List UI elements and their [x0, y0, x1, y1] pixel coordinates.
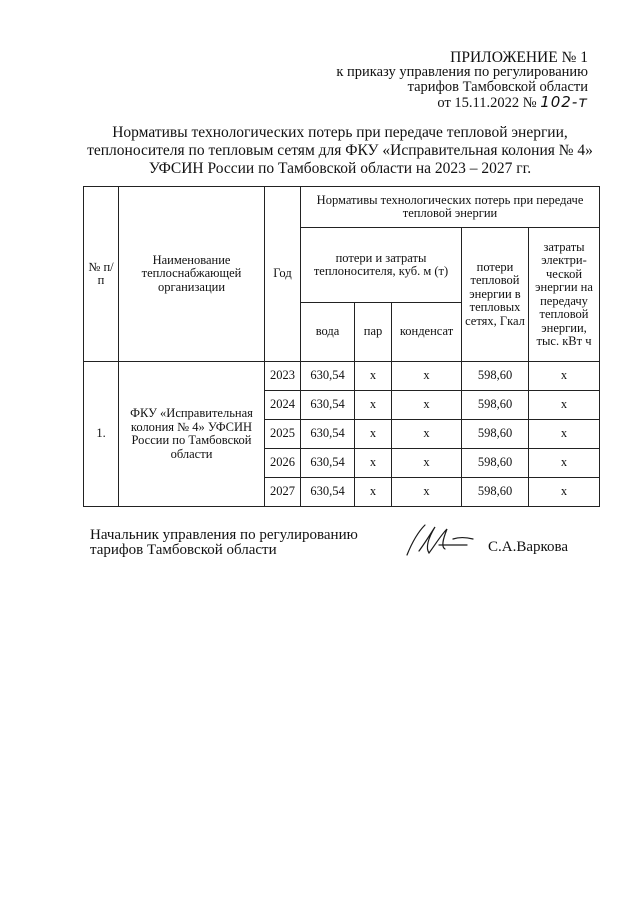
order-date: от 15.11.2022 № — [437, 95, 537, 111]
header-carrier-losses: потери и затраты теплоносителя, куб. м (т) — [301, 228, 462, 303]
cell-electric: х — [529, 478, 600, 507]
document-heading — [80, 124, 600, 178]
cell-condensate: х — [392, 420, 462, 449]
header-steam: пар — [355, 303, 392, 362]
heading-line-2: теплоносителя по тепловым сетям для ФКУ «Исправительная колония № 4» — [87, 142, 593, 159]
heading-line-3: УФСИН России по Тамбовской области на 2023 – 2027 гг. — [148, 160, 532, 177]
signatory-line-2: тарифов Тамбовской области — [90, 542, 277, 558]
signatory-line-1: Начальник управления по регулированию — [90, 527, 358, 543]
cell-steam: х — [355, 420, 392, 449]
cell-water: 630,54 — [301, 478, 355, 507]
header-heat-losses: потери тепловой энергии в тепловых сетях, Гкал — [462, 228, 529, 362]
table-row — [84, 362, 600, 391]
appendix-header — [336, 50, 588, 111]
appendix-line-3: тарифов Тамбовской области — [407, 79, 588, 95]
order-number-handwritten: 102-т — [540, 93, 588, 111]
cell-year: 2025 — [265, 420, 301, 449]
header-electric-costs: затраты электри-ческой энергии на передачу тепловой энергии, тыс. кВт ч — [529, 228, 600, 362]
cell-steam: х — [355, 449, 392, 478]
cell-water: 630,54 — [301, 391, 355, 420]
handwritten-signature — [395, 515, 485, 565]
header-organization: Наименование теплоснабжающей организации — [119, 187, 265, 362]
header-norms-group: Нормативы технологических потерь при передаче тепловой энергии — [301, 187, 600, 228]
cell-steam: х — [355, 391, 392, 420]
header-year: Год — [265, 187, 301, 362]
header-num: № п/п — [84, 187, 119, 362]
cell-water: 630,54 — [301, 449, 355, 478]
appendix-title: ПРИЛОЖЕНИЕ № 1 — [450, 49, 588, 66]
cell-heat: 598,60 — [462, 391, 529, 420]
cell-heat: 598,60 — [462, 362, 529, 391]
cell-electric: х — [529, 362, 600, 391]
cell-condensate: х — [392, 478, 462, 507]
cell-condensate: х — [392, 391, 462, 420]
cell-water: 630,54 — [301, 420, 355, 449]
header-water: вода — [301, 303, 355, 362]
appendix-line-2: к приказу управления по регулированию — [336, 64, 588, 80]
cell-year: 2023 — [265, 362, 301, 391]
header-condensate: конденсат — [392, 303, 462, 362]
row-number: 1. — [84, 362, 119, 507]
heading-line-1: Нормативы технологических потерь при передаче тепловой энергии, — [112, 124, 568, 141]
cell-electric: х — [529, 391, 600, 420]
signer-name: С.А.Варкова — [488, 539, 569, 555]
cell-year: 2026 — [265, 449, 301, 478]
norms-table — [83, 186, 600, 507]
cell-heat: 598,60 — [462, 420, 529, 449]
cell-steam: х — [355, 362, 392, 391]
cell-water: 630,54 — [301, 362, 355, 391]
appendix-order-line — [336, 95, 588, 111]
cell-year: 2027 — [265, 478, 301, 507]
signatory-title — [90, 528, 358, 558]
cell-steam: х — [355, 478, 392, 507]
cell-electric: х — [529, 420, 600, 449]
cell-condensate: х — [392, 449, 462, 478]
cell-heat: 598,60 — [462, 478, 529, 507]
cell-electric: х — [529, 449, 600, 478]
cell-heat: 598,60 — [462, 449, 529, 478]
cell-condensate: х — [392, 362, 462, 391]
cell-year: 2024 — [265, 391, 301, 420]
organization-name: ФКУ «Исправительная колония № 4» УФСИН России по Тамбовской области — [119, 362, 265, 507]
